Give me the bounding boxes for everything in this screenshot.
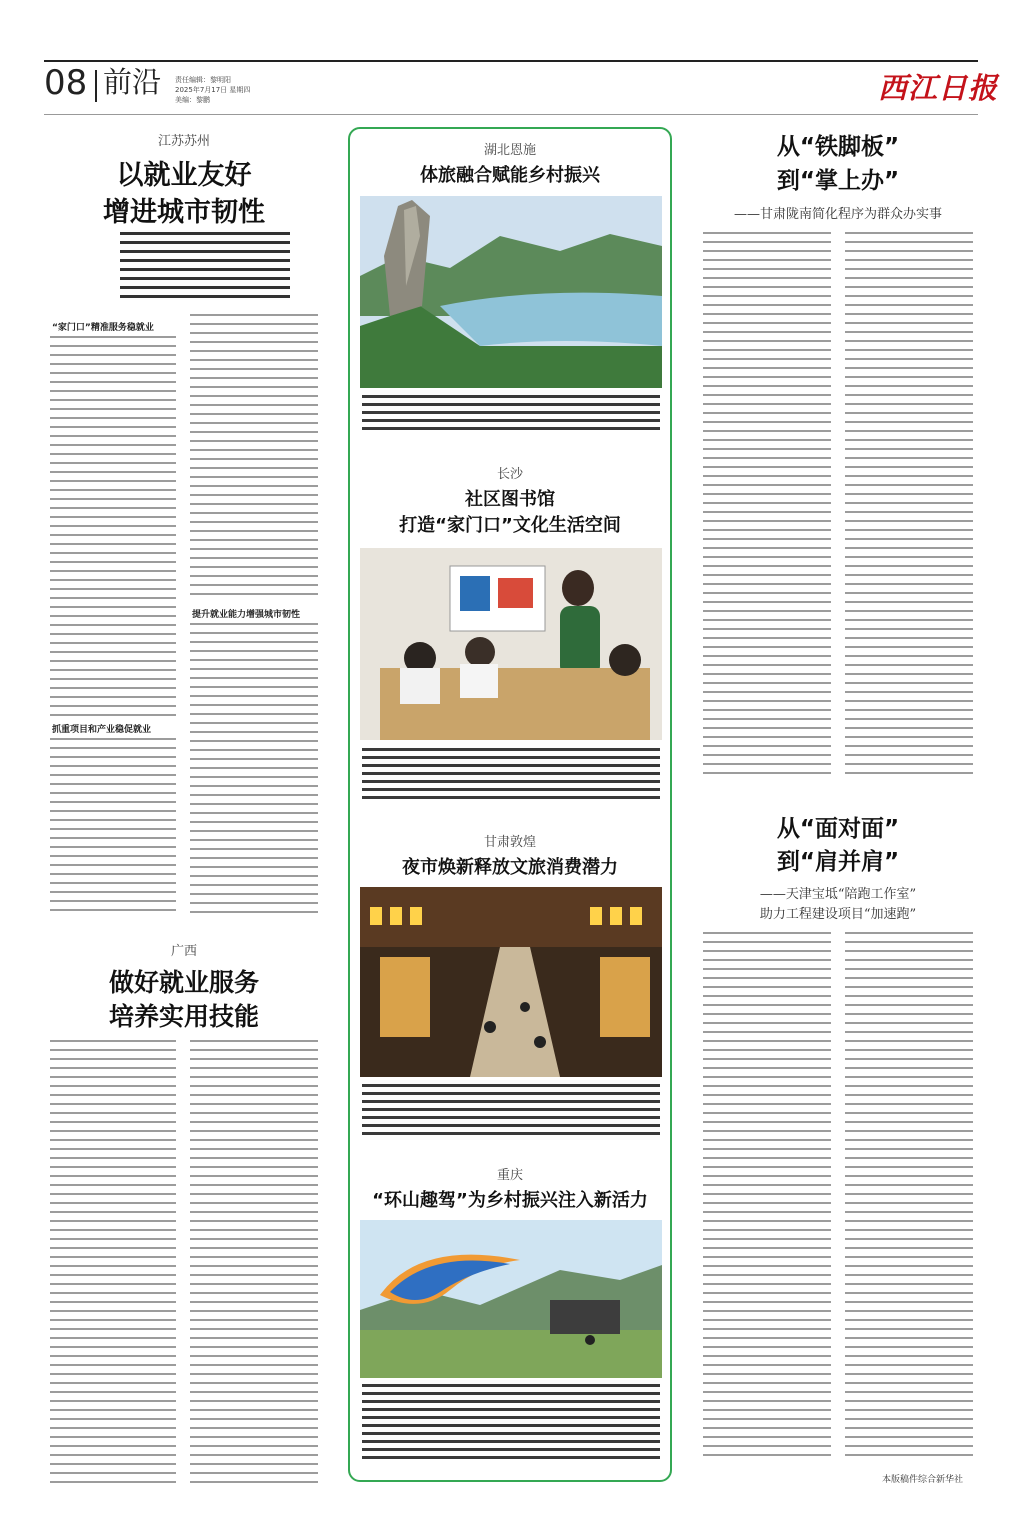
right-bottom-text-col1: [703, 932, 831, 1460]
story4-photo-art: [360, 1220, 662, 1378]
story4-kicker: 重庆: [496, 1168, 523, 1183]
right-top-title-line2: 到“掌上办”: [776, 168, 900, 194]
left-top-subhead-3: 提升就业能力增强城市韧性: [192, 610, 301, 620]
left-top-text-col2b: [190, 623, 318, 918]
story3-photo-night-market: [360, 887, 662, 1077]
story2-title-line2: 打造“家门口”文化生活空间: [399, 515, 621, 536]
left-bottom-text-col1: [50, 1040, 176, 1485]
date-line: 2025年7月17日 星期四: [175, 86, 251, 94]
left-bottom-kicker: 广西: [170, 944, 197, 959]
left-top-subhead-1: “家门口”精准服务稳就业: [52, 323, 154, 333]
checker-line: 美编：黎鹏: [175, 96, 210, 104]
masthead-bottom-rule: [44, 114, 978, 115]
left-top-title-line2: 增进城市韧性: [103, 197, 265, 228]
story2-photo-art: [360, 548, 662, 740]
right-top-text-col1: [703, 232, 831, 774]
story1-caption: [362, 395, 660, 435]
story1-photo-art: [360, 196, 662, 388]
story1-title: 体旅融合赋能乡村振兴: [420, 165, 600, 186]
story1-kicker: 湖北恩施: [483, 143, 536, 158]
left-top-text-col1b: [50, 738, 176, 918]
left-top-summary: [120, 232, 290, 302]
story4-title: “环山趣驾”为乡村振兴注入新活力: [372, 1190, 648, 1211]
right-bottom-title-line1: 从“面对面”: [776, 816, 900, 842]
story4-photo-paraglider: [360, 1220, 662, 1378]
left-bottom-title-line1: 做好就业服务: [108, 968, 259, 997]
newspaper-logo: 西江日报: [878, 71, 999, 105]
story4-caption: [362, 1384, 660, 1464]
story3-kicker: 甘肃敦煌: [483, 835, 536, 850]
section-title: 前沿: [103, 65, 162, 99]
story2-caption: [362, 748, 660, 803]
left-bottom-title-line2: 培养实用技能: [108, 1002, 259, 1031]
right-top-subtitle: ——甘肃陇南简化程序为群众办实事: [733, 207, 942, 222]
right-top-text-col2: [845, 232, 973, 774]
masthead-divider: [95, 70, 97, 102]
left-top-subhead-2: 抓重项目和产业稳促就业: [52, 725, 152, 735]
page-number: 08: [44, 63, 88, 103]
story3-photo-art: [360, 887, 662, 1077]
right-bottom-subtitle-line2: 助力工程建设项目“加速跑”: [759, 907, 917, 922]
right-bottom-title-line2: 到“肩并肩”: [776, 849, 900, 875]
right-bottom-subtitle-line1: ——天津宝坻“陪跑工作室”: [759, 887, 917, 902]
left-top-kicker: 江苏苏州: [157, 134, 210, 149]
left-top-text-col2: [190, 314, 318, 599]
source-credit: 本版稿件综合新华社: [882, 1475, 964, 1485]
editor-line: 责任编辑：黎明阳: [175, 76, 231, 84]
story3-caption: [362, 1084, 660, 1139]
left-bottom-text-col2: [190, 1040, 318, 1485]
story2-kicker: 长沙: [496, 467, 523, 482]
story3-title: 夜市焕新释放文旅消费潜力: [402, 857, 618, 878]
right-bottom-text-col2: [845, 932, 973, 1460]
masthead-top-rule: [44, 60, 978, 62]
story1-photo-landscape: [360, 196, 662, 388]
right-top-title-line1: 从“铁脚板”: [776, 134, 900, 160]
left-top-text-col1: [50, 336, 176, 716]
story2-photo-library: [360, 548, 662, 740]
story2-title-line1: 社区图书馆: [465, 489, 555, 510]
left-top-title-line1: 以就业友好: [116, 160, 252, 191]
